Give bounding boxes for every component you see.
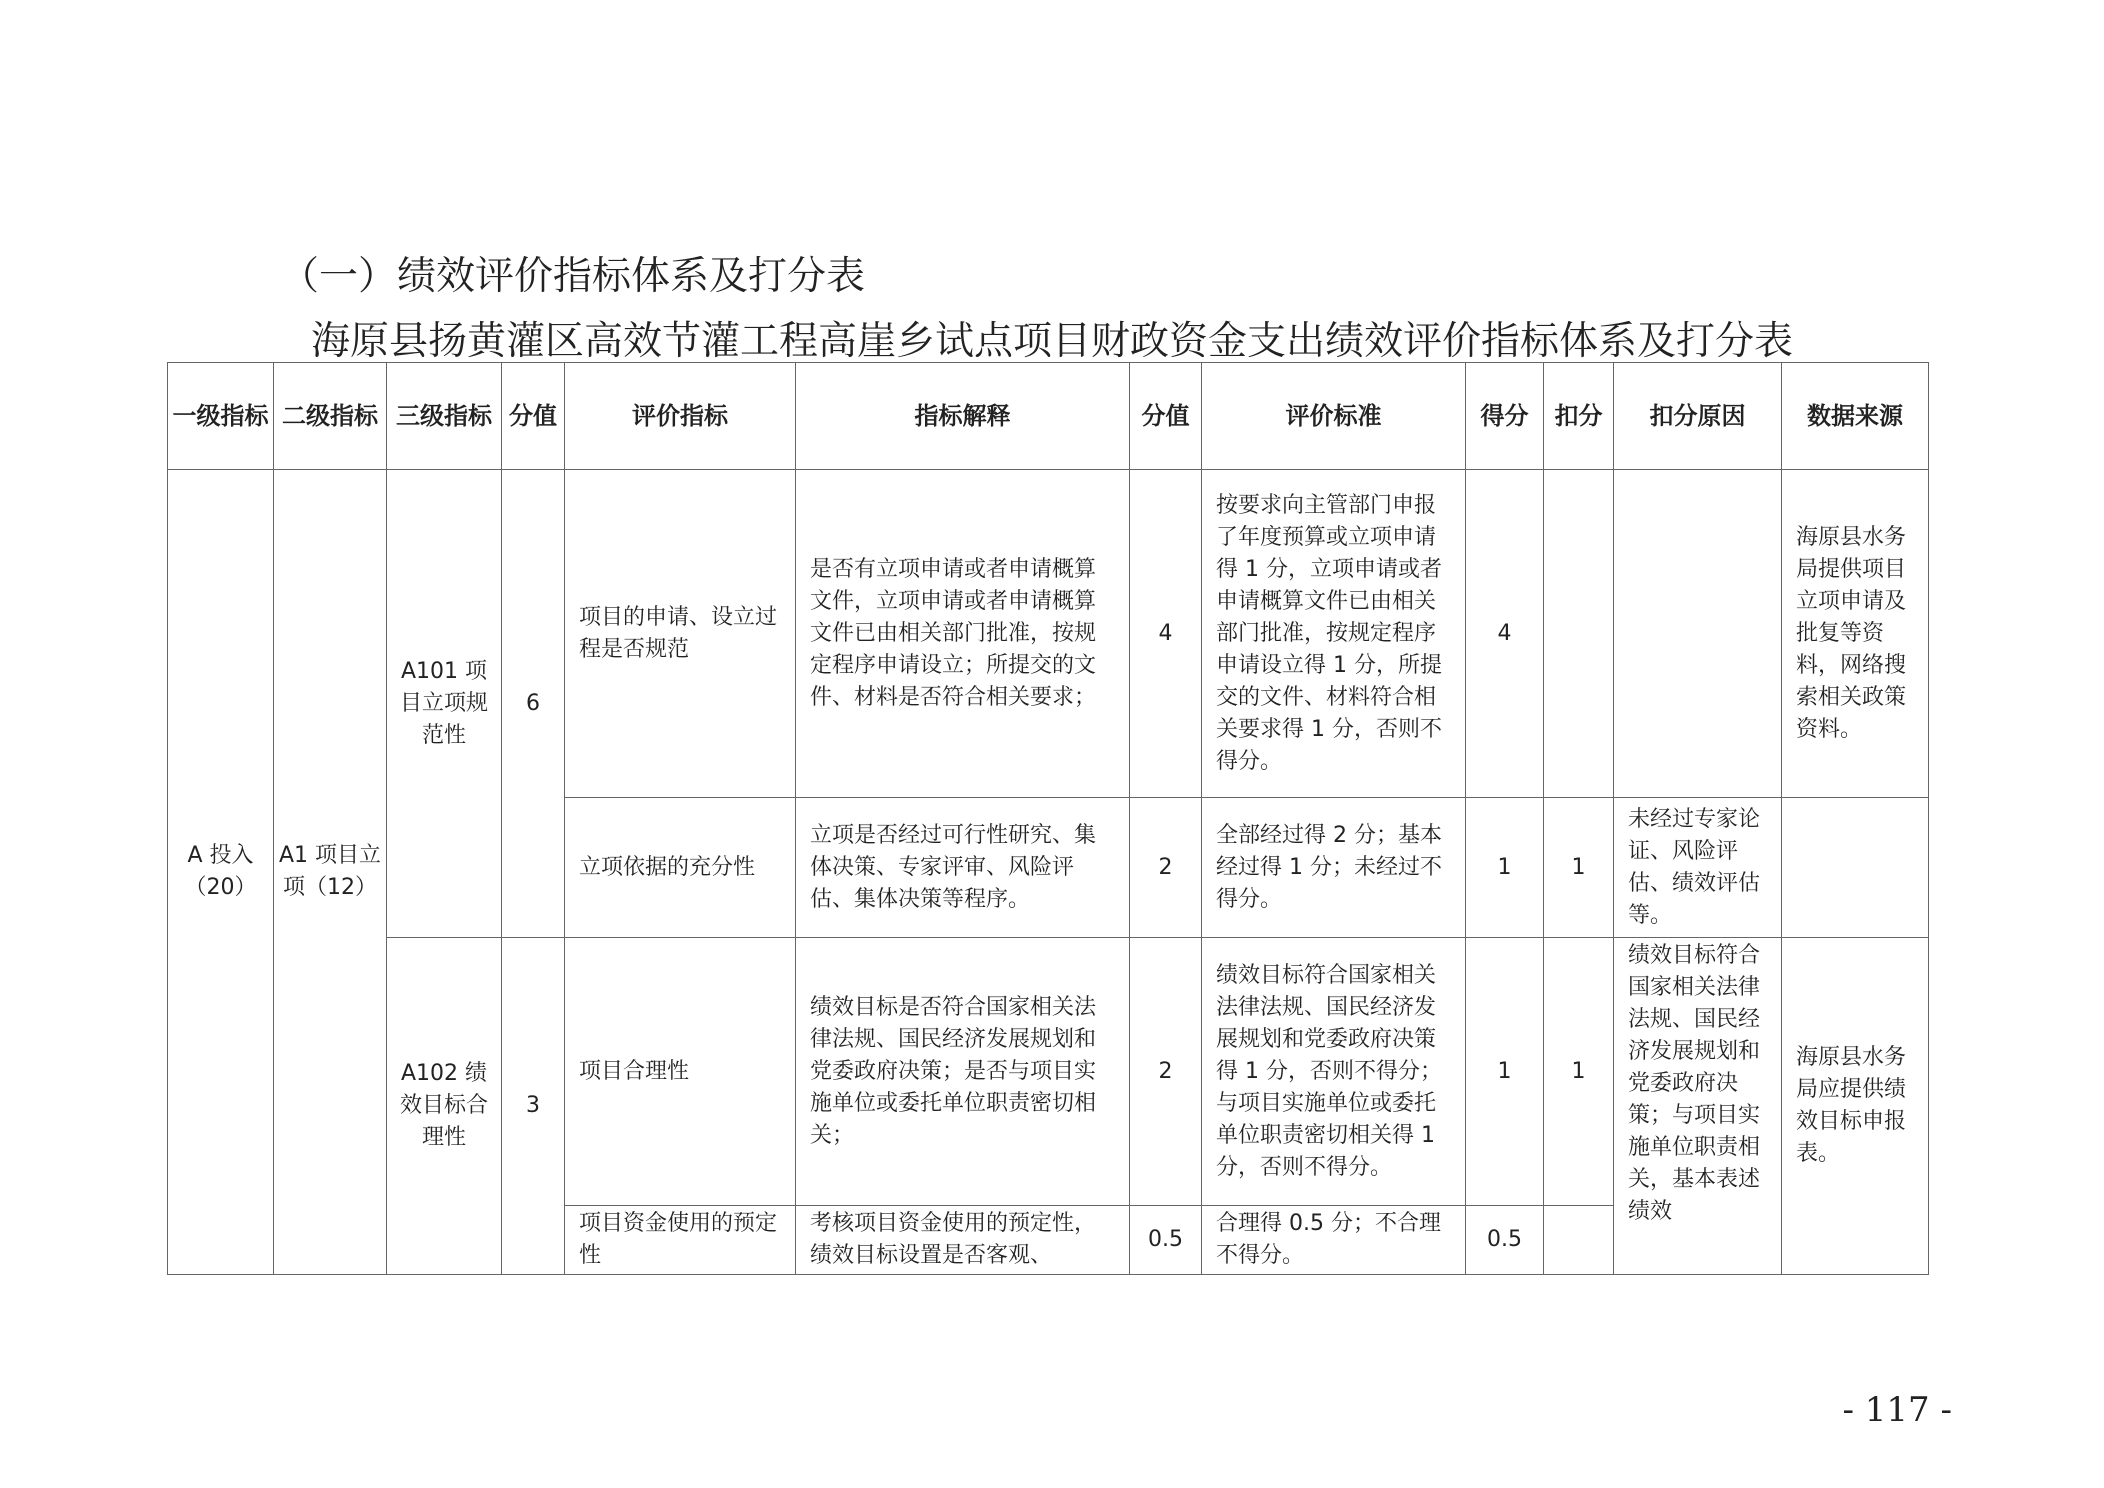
indicator-cell: 立项依据的充分性 (565, 798, 796, 938)
source-cell (1782, 798, 1929, 938)
table-header-row (168, 363, 1929, 470)
reason-cell (1614, 470, 1782, 798)
indicator-cell: 项目资金使用的预定性 (565, 1206, 796, 1275)
value-cell: 4 (1130, 470, 1202, 798)
standard-cell: 合理得 0.5 分；不合理不得分。 (1202, 1206, 1466, 1275)
table-row (168, 470, 1929, 798)
source-cell: 海原县水务局应提供绩效目标申报表。 (1782, 938, 1929, 1275)
value-cell: 0.5 (1130, 1206, 1202, 1275)
obtained-cell: 1 (1466, 938, 1544, 1206)
obtained-cell: 1 (1466, 798, 1544, 938)
group-score-cell: 6 (502, 470, 565, 938)
value-cell: 2 (1130, 798, 1202, 938)
explanation-cell: 考核项目资金使用的预定性，绩效目标设置是否客观、 (796, 1206, 1130, 1275)
explanation-cell: 是否有立项申请或者申请概算文件，立项申请或者申请概算文件已由相关部门批准，按规定程序申请设立；所提交的文件、材料是否符合相关要求； (796, 470, 1130, 798)
value-cell: 2 (1130, 938, 1202, 1206)
table-row (168, 938, 1929, 1206)
header-level2: 二级指标 (274, 363, 387, 470)
header-level1: 一级指标 (168, 363, 274, 470)
header-deduct-reason: 扣分原因 (1614, 363, 1782, 470)
explanation-cell: 立项是否经过可行性研究、集体决策、专家评审、风险评估、集体决策等程序。 (796, 798, 1130, 938)
header-score-value: 分值 (502, 363, 565, 470)
standard-cell: 绩效目标符合国家相关法律法规、国民经济发展规划和党委政府决策得 1 分，否则不得分；与项目实施单位或委托单位职责密切相关得 1 分，否则不得分。 (1202, 938, 1466, 1206)
indicator-cell: 项目合理性 (565, 938, 796, 1206)
level1-cell: A 投入（20） (168, 470, 274, 1275)
deducted-cell: 1 (1544, 798, 1614, 938)
evaluation-table (167, 362, 1929, 1275)
standard-cell: 全部经过得 2 分；基本经过得 1 分；未经过不得分。 (1202, 798, 1466, 938)
obtained-cell: 0.5 (1466, 1206, 1544, 1275)
header-standard: 评价标准 (1202, 363, 1466, 470)
section-title: （一）绩效评价指标体系及打分表 (280, 254, 866, 299)
header-deducted: 扣分 (1544, 363, 1614, 470)
level3-cell: A101 项目立项规范性 (387, 470, 502, 938)
indicator-cell: 项目的申请、设立过程是否规范 (565, 470, 796, 798)
level3-cell: A102 绩效目标合理性 (387, 938, 502, 1275)
source-cell: 海原县水务局提供项目立项申请及批复等资料，网络搜索相关政策资料。 (1782, 470, 1929, 798)
level2-cell: A1 项目立项（12） (274, 470, 387, 1275)
obtained-cell: 4 (1466, 470, 1544, 798)
deducted-cell (1544, 470, 1614, 798)
header-sub-score-value: 分值 (1130, 363, 1202, 470)
header-data-source: 数据来源 (1782, 363, 1929, 470)
group-score-cell: 3 (502, 938, 565, 1275)
explanation-cell: 绩效目标是否符合国家相关法律法规、国民经济发展规划和党委政府决策；是否与项目实施单位或委托单位职责密切相关； (796, 938, 1130, 1206)
reason-cell: 未经过专家论证、风险评估、绩效评估等。 (1614, 798, 1782, 938)
header-obtained: 得分 (1466, 363, 1544, 470)
reason-cell: 绩效目标符合国家相关法律法规、国民经济发展规划和党委政府决策；与项目实施单位职责相关，基本表述绩效 (1614, 938, 1782, 1275)
header-indicator: 评价指标 (565, 363, 796, 470)
standard-cell: 按要求向主管部门申报了年度预算或立项申请得 1 分，立项申请或者申请概算文件已由相关部门批准，按规定程序申请设立得 1 分，所提交的文件、材料符合相关要求得 1 分，否则不得分。 (1202, 470, 1466, 798)
deducted-cell (1544, 1206, 1614, 1275)
header-level3: 三级指标 (387, 363, 502, 470)
header-explanation: 指标解释 (796, 363, 1130, 470)
page-number: - 117 - (1842, 1390, 1952, 1430)
deducted-cell: 1 (1544, 938, 1614, 1206)
document-title: 海原县扬黄灌区高效节灌工程高崖乡试点项目财政资金支出绩效评价指标体系及打分表 (310, 319, 1793, 364)
